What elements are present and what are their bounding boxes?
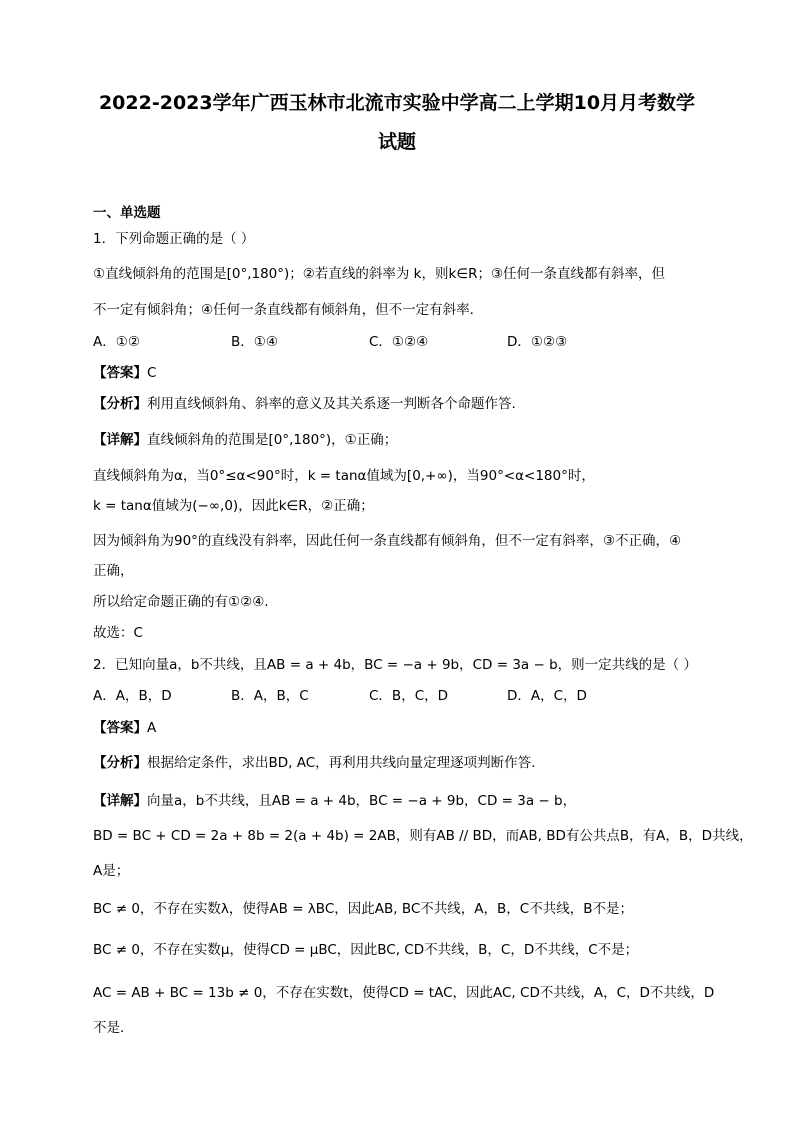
- q1-option-a: A．①②: [93, 334, 140, 350]
- q1-detail-line5: 正确，: [93, 563, 134, 579]
- q1-analysis: [93, 395, 713, 413]
- q2-answer: [93, 719, 713, 737]
- q1-answer: [93, 364, 713, 382]
- q2-options: [93, 687, 713, 705]
- analysis-text: 利用直线倾斜角、斜率的意义及其关系逐一判断各个命题作答.: [147, 396, 516, 412]
- q1-conclusion: 故选：C: [93, 625, 143, 641]
- q2-option-a: A．A，B，D: [93, 688, 172, 704]
- q2-detail-line5: BC ≠ 0，不存在实数μ，使得CD = μBC，因此BC, CD不共线，B，C，D不共线，C不是；: [93, 942, 639, 958]
- q2-detail-line4: BC ≠ 0，不存在实数λ，使得AB = λBC，因此AB, BC不共线，A，B，C不共线，B不是；: [93, 901, 633, 917]
- q2-detail-line7: 不是.: [93, 1020, 125, 1036]
- analysis-tag: 【分析】: [93, 755, 147, 771]
- analysis-tag: 【分析】: [93, 396, 147, 412]
- q1-detail-line6: 所以给定命题正确的有①②④.: [93, 594, 269, 610]
- detail-text: 直线倾斜角的范围是[0°,180°)，①正确；: [147, 432, 398, 448]
- answer-value: C: [147, 365, 157, 381]
- answer-tag: 【答案】: [93, 365, 147, 381]
- q1-option-d: D．①②③: [507, 334, 568, 350]
- q1-body-line2: 不一定有倾斜角；④任何一条直线都有倾斜角，但不一定有斜率．: [93, 302, 484, 318]
- q1-stem: 1．下列命题正确的是（ ）: [93, 231, 255, 247]
- detail-tag: 【详解】: [93, 432, 147, 448]
- answer-tag: 【答案】: [93, 720, 147, 736]
- q2-detail-line1: [93, 792, 713, 810]
- q2-option-c: C．B，C，D: [369, 688, 449, 704]
- detail-tag: 【详解】: [93, 793, 147, 809]
- q1-body-line1: ①直线倾斜角的范围是[0°,180°)；②若直线的斜率为 k，则k∈R；③任何一条直线都有斜率，但: [93, 266, 666, 282]
- q2-analysis: [93, 754, 713, 772]
- paper-title-line1: 2022-2023学年广西玉林市北流市实验中学高二上学期10月月考数学: [98, 92, 696, 114]
- q2-stem: 2．已知向量a，b不共线，且AB = a + 4b，BC = −a + 9b，CD = 3a − b，则一定共线的是（ ）: [93, 657, 697, 673]
- q2-option-b: B．A，B，C: [231, 688, 309, 704]
- answer-value: A: [147, 720, 157, 736]
- section-heading: 一、单选题: [93, 205, 161, 221]
- detail-text: 向量a，b不共线，且AB = a + 4b，BC = −a + 9b，CD = 3a − b，: [147, 793, 577, 809]
- q1-detail-line2: 直线倾斜角为α，当0°≤α<90°时，k = tanα值域为[0,+∞)，当90°<α<180°时，: [93, 468, 595, 484]
- paper-title-line2: 试题: [377, 131, 416, 153]
- q1-option-b: B．①④: [231, 334, 278, 350]
- q1-detail-line4: 因为倾斜角为90°的直线没有斜率，因此任何一条直线都有倾斜角，但不一定有斜率，③不正确，④: [93, 533, 682, 549]
- q2-detail-line3: A是；: [93, 863, 130, 879]
- q1-detail-line1: [93, 431, 713, 449]
- q2-detail-line6: AC = AB + BC = 13b ≠ 0，不存在实数t，使得CD = tAC，因此AC, CD不共线，A，C，D不共线，D: [93, 985, 715, 1001]
- analysis-text: 根据给定条件，求出BD, AC，再利用共线向量定理逐项判断作答.: [147, 755, 536, 771]
- q2-option-d: D．A，C，D: [507, 688, 587, 704]
- q1-option-c: C．①②④: [369, 334, 429, 350]
- q1-options: [93, 333, 713, 351]
- q2-detail-line2: BD = BC + CD = 2a + 8b = 2(a + 4b) = 2AB，则有AB // BD，而AB, BD有公共点B，有A，B，D共线，: [93, 828, 753, 844]
- q1-detail-line3: k = tanα值域为(−∞,0)，因此k∈R，②正确；: [93, 498, 374, 514]
